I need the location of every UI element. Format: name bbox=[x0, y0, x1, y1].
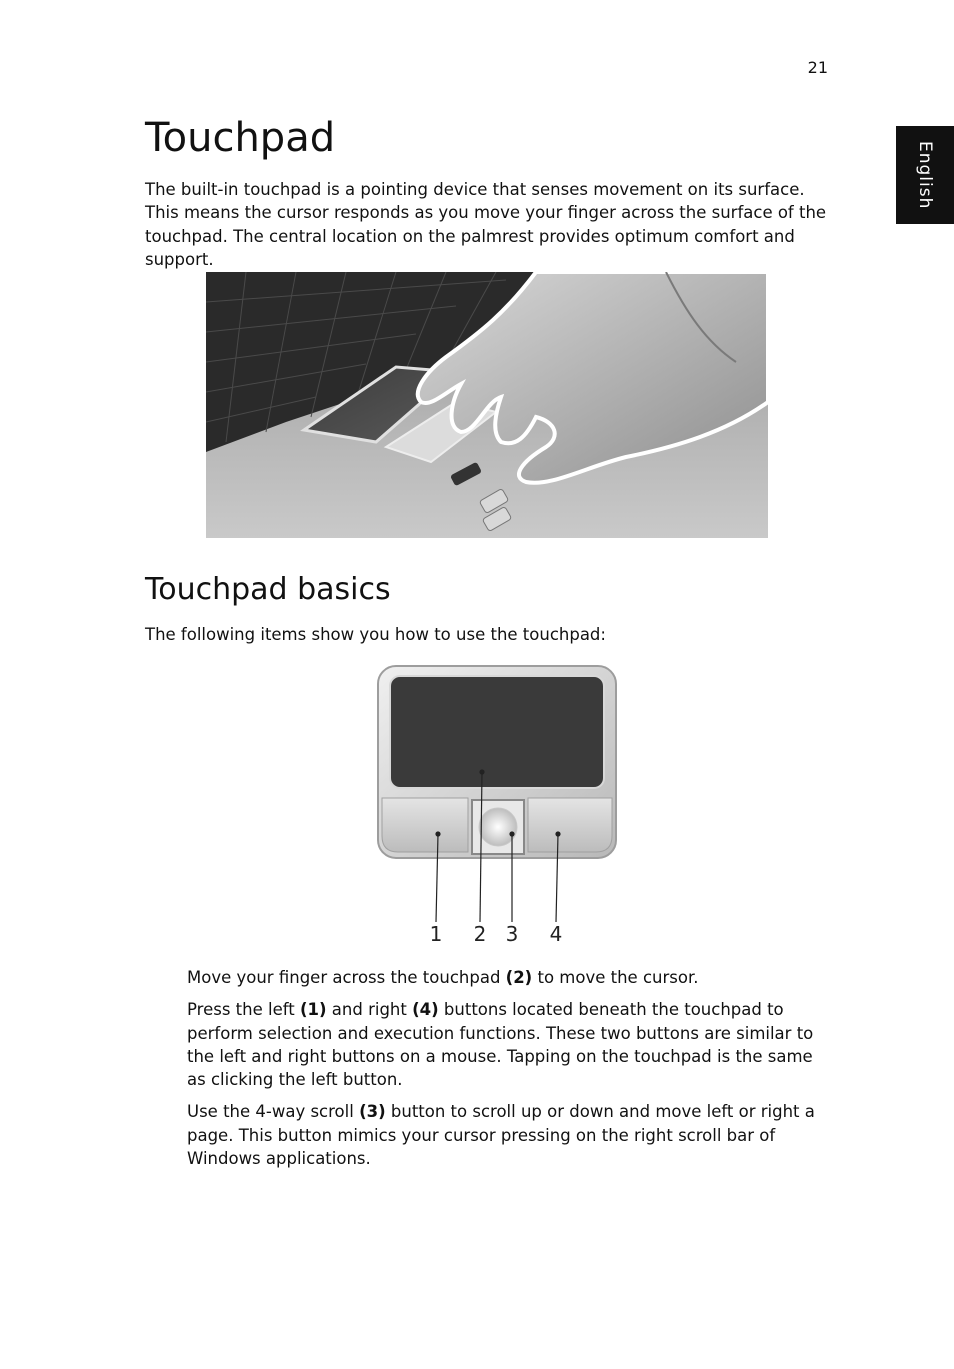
callout-3: 3 bbox=[505, 922, 519, 946]
item-ref: (3) bbox=[359, 1102, 386, 1122]
hand-on-touchpad-photo bbox=[206, 272, 768, 538]
hand-on-touchpad-illustration bbox=[206, 272, 768, 538]
item-text: to move the cursor. bbox=[532, 968, 699, 987]
item-text: buttons located beneath the touchpad to perform selection and execution functions. These two buttons are similar to the left and right buttons on a mouse. Tapping on the touchpad is the same as clicking the left button. bbox=[187, 1000, 814, 1090]
language-tab-label: English bbox=[915, 140, 935, 210]
section-heading: Touchpad basics bbox=[145, 572, 391, 607]
touchpad-diagram bbox=[372, 664, 622, 946]
callout-2: 2 bbox=[473, 922, 487, 946]
callout-1: 1 bbox=[429, 922, 443, 946]
list-item bbox=[187, 966, 835, 989]
list-item bbox=[187, 998, 835, 1091]
touchpad-diagram-illustration bbox=[372, 664, 622, 946]
list-item bbox=[187, 1100, 835, 1170]
item-ref: (2) bbox=[505, 968, 533, 987]
item-text: Use the 4-way scroll bbox=[187, 1102, 360, 1122]
page-number: 21 bbox=[807, 58, 828, 77]
item-ref: (4) bbox=[412, 1000, 439, 1020]
item-text: button to scroll up or down and move left or right a page. This button mimics your cursor pressing on the right scroll bar of Windows applications. bbox=[187, 1102, 815, 1169]
item-ref: (1) bbox=[299, 1000, 327, 1020]
language-tab bbox=[896, 126, 954, 224]
lead-paragraph: The following items show you how to use the touchpad: bbox=[145, 625, 606, 644]
item-text: and right bbox=[326, 1000, 413, 1020]
instruction-list bbox=[187, 966, 835, 1179]
page-title: Touchpad bbox=[145, 115, 336, 161]
item-text: Press the left bbox=[187, 1000, 300, 1020]
intro-paragraph: The built-in touchpad is a pointing device that senses movement on its surface. This means the cursor responds as you move your finger across the surface of the touchpad. The central location on the palmrest provides optimum comfort and support. bbox=[145, 180, 827, 269]
item-text: Move your finger across the touchpad bbox=[187, 968, 506, 987]
callout-4: 4 bbox=[549, 922, 563, 946]
